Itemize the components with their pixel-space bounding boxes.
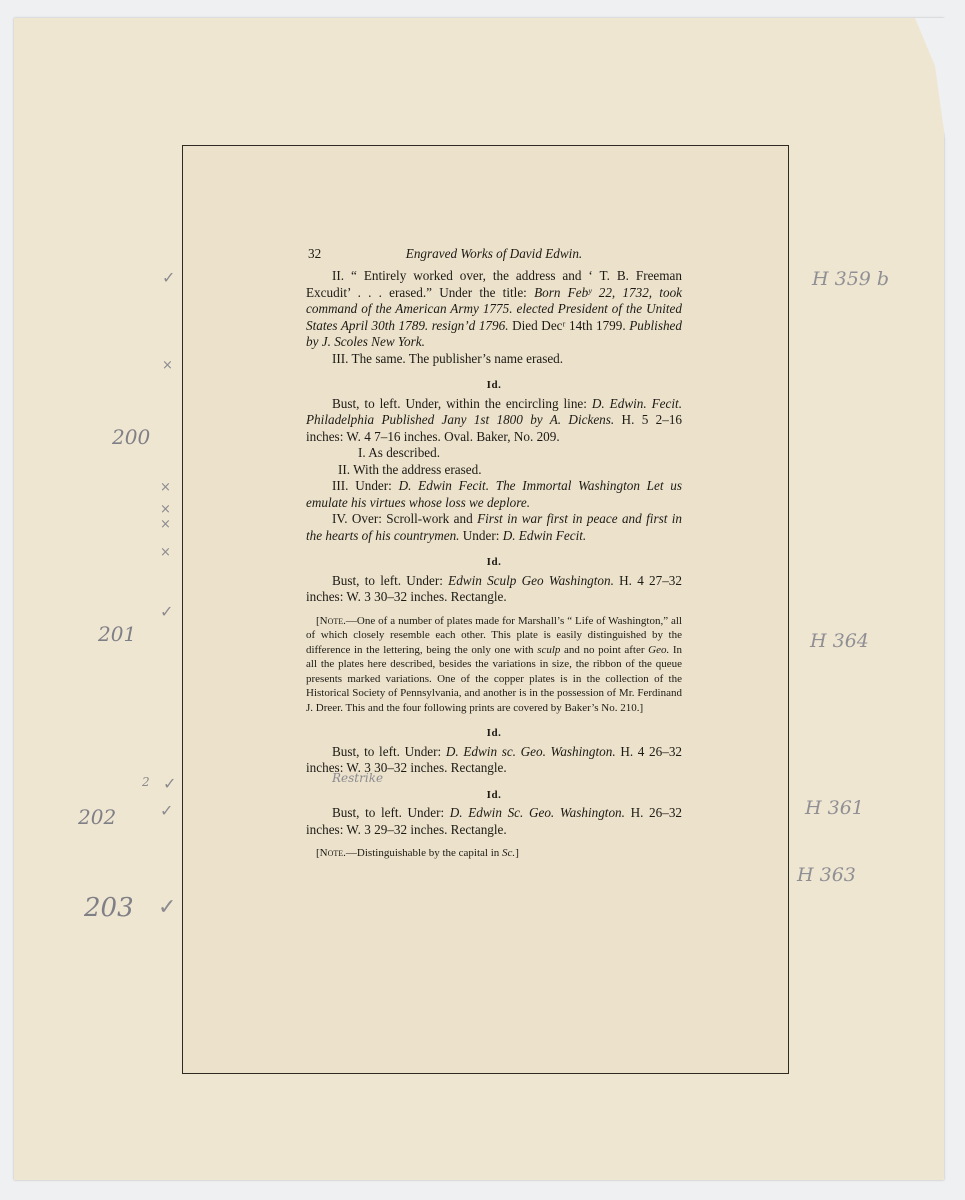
state-line: IV. Over: Scroll-work and First in war first in peace and first in the hearts of his countrymen. Under: D. Edwin Fecit. — [306, 511, 683, 543]
margin-note-h361: H 361 — [805, 797, 864, 819]
entry-heading: Id. — [486, 556, 502, 568]
margin-note-h364: H 364 — [810, 630, 869, 652]
margin-note-200: 200 — [112, 425, 151, 449]
cross-mark-icon: × — [160, 502, 171, 517]
margin-note-202: 202 — [78, 805, 117, 829]
margin-note-201: 201 — [98, 622, 137, 646]
running-title: Engraved Works of David Edwin. — [405, 246, 583, 261]
note-paragraph: [Note.—One of a number of plates made for Marshall’s “ Life of Washington,” all of which closely resemble each other. This plate is easily distinguished by the difference in the lettering, being the only one with sculp and no point after Geo. In all the plates here described, besides the variations in size, the ribbon of the queue presents marked variations. One of the copper plates is in the collection of the Historical Society of Pennsylvania, and another is in the possession of Mr. Ferdinand J. Dreer. This and the four following prints are covered by Baker’s No. 210.] — [306, 614, 683, 714]
margin-note-restrike: Restrike — [332, 771, 384, 785]
state-line: III. Under: D. Edwin Fecit. The Immortal Washington Let us emulate his virtues whose loss we deplore. — [306, 478, 682, 510]
entry-description: Bust, to left. Under: D. Edwin Sc. Geo. Washington. H. 26–32 inches: W. 3 29–32 inches. Rectangle. — [306, 805, 683, 837]
cross-mark-icon: × — [160, 480, 171, 495]
state-line: II. With the address erased. — [338, 461, 482, 477]
margin-note-h359b: H 359 b — [812, 268, 890, 290]
margin-note-h363: H 363 — [797, 864, 856, 886]
page-number: 32 — [308, 246, 322, 261]
check-mark-icon: ✓ — [162, 268, 176, 287]
check-mark-icon: ✓ — [158, 895, 177, 920]
cross-mark-icon: × — [160, 545, 171, 560]
cross-mark-icon: × — [162, 358, 173, 373]
entry-description: Bust, to left. Under: Edwin Sculp Geo Washington. H. 4 27–32 inches: W. 3 30–32 inches. Rectangle. — [306, 572, 682, 604]
entry-heading: Id. — [486, 727, 502, 739]
entry-heading: Id. — [486, 788, 502, 801]
cross-mark-icon: × — [160, 517, 171, 532]
state-3-paragraph: III. The same. The publisher’s name erased. — [332, 350, 564, 366]
check-mark-icon: ✓ — [160, 801, 174, 820]
entry-heading: Id. — [486, 379, 502, 391]
note-paragraph: [Note.—Distinguishable by the capital in Sc.] — [316, 847, 519, 859]
printed-page — [306, 246, 682, 861]
entry-description: Bust, to left. Under, within the encircling line: D. Edwin. Fecit. Philadelphia Published Jany 1st 1800 by A. Dickens. H. 5 2–16 inches: W. 4 7–16 inches. Oval. Baker, No. 209. — [306, 395, 683, 444]
entry-description: Bust, to left. Under: D. Edwin sc. Geo. Washington. H. 4 26–32 inches: W. 3 30–32 inches. Rectangle. — [306, 743, 683, 775]
state-2-paragraph: II. “ Entirely worked over, the address and ‘ T. B. Freeman Excudit’ . . . erased.” Under the title: Born Febʸ 22, 1732, took command of the American Army 1775. elected President of the United States April 30th 1789. resign’d 1796. Died Decʳ 14th 1799. Published by J. Scoles New York. — [306, 268, 683, 349]
margin-note-203: 203 — [84, 893, 134, 923]
running-header — [306, 246, 682, 264]
margin-note-2: 2 — [142, 775, 150, 789]
check-mark-icon: ✓ — [163, 774, 177, 793]
check-mark-icon: ✓ — [160, 602, 174, 621]
state-line: I. As described. — [358, 445, 441, 460]
